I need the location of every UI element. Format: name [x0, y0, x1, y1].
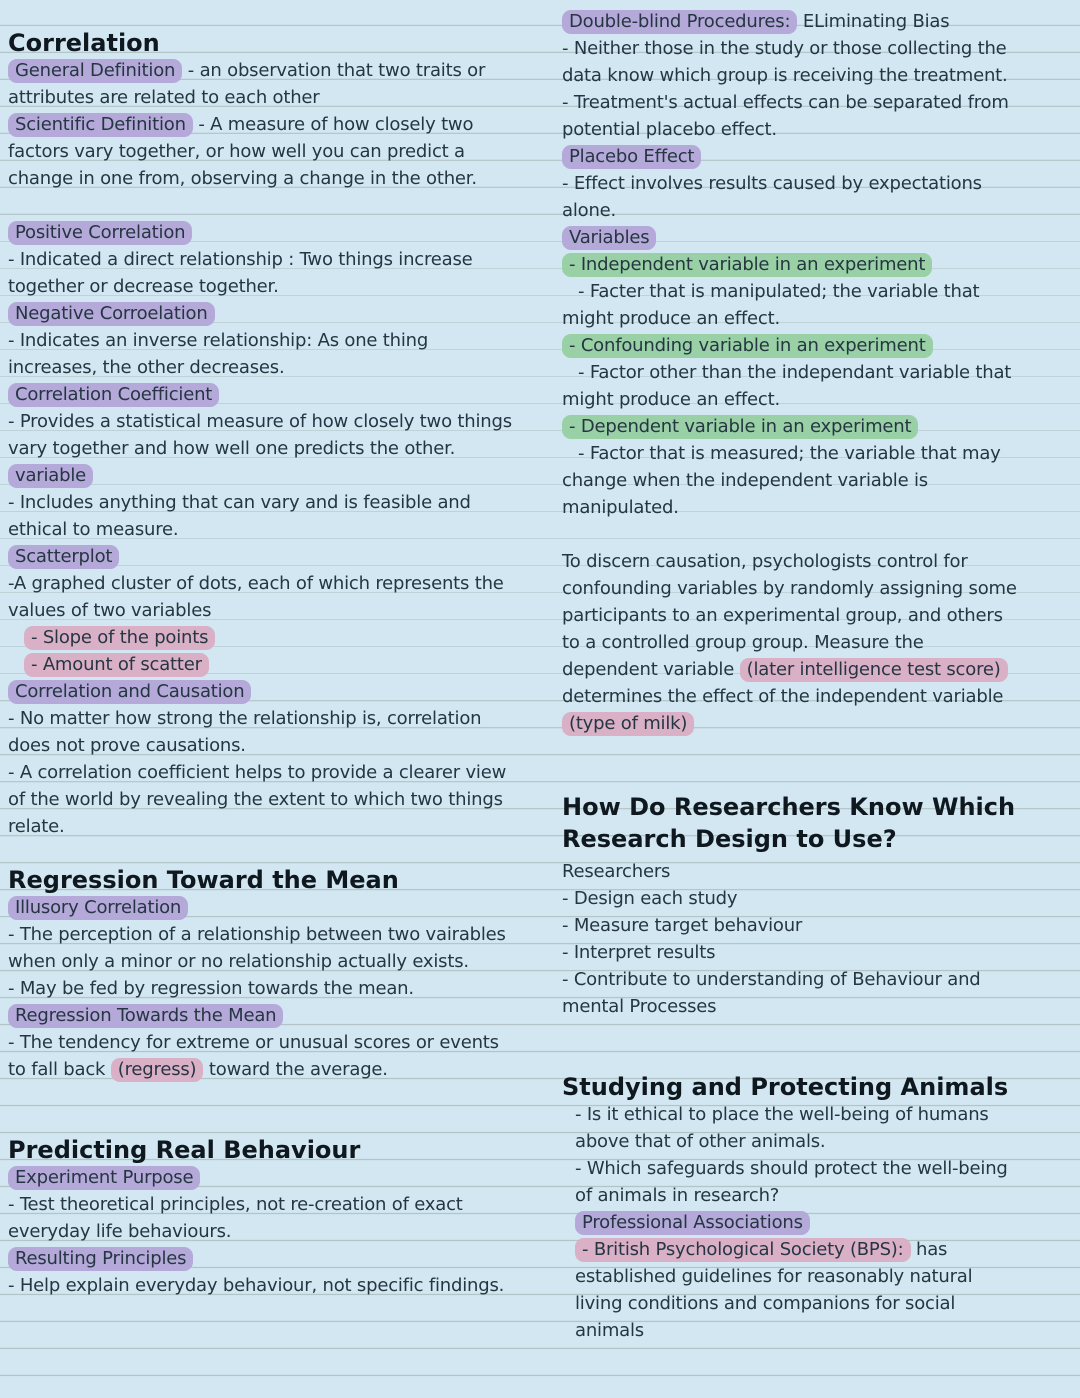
highlighted-term: Scientific Definition [8, 113, 193, 137]
note-line [8, 111, 516, 192]
note-line [562, 89, 1017, 143]
note-text: -A graphed cluster of dots, each of which represents the values of two variables [8, 573, 504, 621]
note-line [8, 1272, 516, 1299]
highlighted-term: variable [8, 464, 93, 488]
note-line [8, 381, 516, 408]
note-line [8, 300, 516, 327]
note-text: toward the average. [203, 1059, 388, 1080]
highlighted-term: Positive Correlation [8, 221, 192, 245]
highlighted-term: Negative Corroelation [8, 302, 215, 326]
highlighted-term: Placebo Effect [562, 145, 701, 169]
note-text: - Test theoretical principles, not re-creation of exact everyday life behaviours. [8, 1194, 463, 1242]
note-line [8, 57, 516, 111]
note-line [8, 678, 516, 705]
highlighted-term: Experiment Purpose [8, 1166, 200, 1190]
note-line [8, 624, 516, 651]
note-text: Researchers [562, 861, 671, 882]
note-line [562, 939, 1017, 966]
highlighted-term: Scatterplot [8, 545, 119, 569]
highlighted-term: Resulting Principles [8, 1247, 193, 1271]
note-line [8, 543, 516, 570]
note-line [8, 327, 516, 381]
highlighted-term: Professional Associations [575, 1211, 810, 1235]
note-text: - Provides a statistical measure of how closely two things vary together and how well one predicts the other. [8, 411, 512, 459]
note-line [562, 332, 1017, 359]
section-heading: How Do Researchers Know Which Research Design to Use? [562, 793, 1016, 853]
note-text: - an observation that two traits or attributes are related to each other [8, 60, 486, 108]
note-line [562, 224, 1017, 251]
note-line [562, 1155, 1017, 1209]
note-line [562, 359, 1017, 413]
note-text: determines the effect of the independent variable [562, 686, 1004, 707]
note-line [8, 219, 516, 246]
note-line [562, 885, 1017, 912]
note-text: - Indicates an inverse relationship: As one thing increases, the other decreases. [8, 330, 429, 378]
note-text: - May be fed by regression towards the mean. [8, 978, 414, 999]
note-text: - Interpret results [562, 942, 716, 963]
note-line [562, 278, 1017, 332]
note-text: - Indicated a direct relationship : Two things increase together or decrease together. [8, 249, 473, 297]
note-line [8, 1002, 516, 1029]
note-line [8, 246, 516, 300]
highlighted-term: - Amount of scatter [24, 653, 209, 677]
note-line [8, 570, 516, 624]
highlighted-term: General Definition [8, 59, 182, 83]
note-text: - Includes anything that can vary and is feasible and ethical to measure. [8, 492, 471, 540]
note-text: - Measure target behaviour [562, 915, 803, 936]
note-line [562, 1101, 1017, 1155]
note-line [8, 1191, 516, 1245]
highlighted-term: - Dependent variable in an experiment [562, 415, 918, 439]
note-text: - No matter how strong the relationship is, correlation does not prove causations. [8, 708, 482, 756]
note-text: - Facter that is manipulated; the variable that might produce an effect. [562, 281, 980, 329]
note-text: To discern causation, psychologists control for confounding variables by randomly assigning some participants to an experimental group, and others to a controlled group group. Measure the dependent variable [562, 551, 1017, 680]
section-heading: Correlation [8, 29, 160, 57]
note-line [562, 1236, 1017, 1344]
note-text: - Which safeguards should protect the well-being of animals in research? [575, 1158, 1008, 1206]
note-text: - A correlation coefficient helps to provide a clearer view of the world by revealing the extent to which two things relate. [8, 762, 507, 837]
spacer [8, 840, 516, 867]
note-line [8, 489, 516, 543]
note-line [562, 912, 1017, 939]
note-line [8, 651, 516, 678]
note-line [8, 408, 516, 462]
highlighted-term: Correlation Coefficient [8, 383, 219, 407]
notes-column-right [562, 8, 1017, 1344]
note-text: - The tendency for extreme or unusual scores or events to fall back [8, 1032, 499, 1080]
section-heading: Predicting Real Behaviour [8, 1136, 361, 1164]
highlighted-term: (later intelligence test score) [740, 658, 1008, 682]
highlighted-term: (regress) [111, 1058, 204, 1082]
highlighted-term: Illusory Correlation [8, 896, 188, 920]
note-line [562, 413, 1017, 440]
note-line [8, 462, 516, 489]
note-text: - A measure of how closely two factors vary together, or how well you can predict a change in one from, observing a change in the other. [8, 114, 477, 189]
highlighted-term: - Confounding variable in an experiment [562, 334, 933, 358]
note-line [8, 759, 516, 840]
note-text: - Contribute to understanding of Behaviour and mental Processes [562, 969, 981, 1017]
spacer [562, 1020, 1017, 1074]
note-line [8, 1164, 516, 1191]
note-line [8, 705, 516, 759]
note-text: has established guidelines for reasonably natural living conditions and companions for social animals [575, 1239, 973, 1341]
note-text: - Factor other than the independant variable that might produce an effect. [562, 362, 1012, 410]
note-line [562, 35, 1017, 89]
note-line [562, 858, 1017, 885]
note-line [562, 143, 1017, 170]
spacer [8, 192, 516, 219]
note-line [562, 170, 1017, 224]
note-line [8, 975, 516, 1002]
section-heading: Studying and Protecting Animals [562, 1073, 1009, 1101]
note-text: - Neither those in the study or those collecting the data know which group is receiving the treatment. [562, 38, 1008, 86]
note-line [8, 1245, 516, 1272]
note-text: - The perception of a relationship between two vairables when only a minor or no relationship actually exists. [8, 924, 506, 972]
note-line [8, 921, 516, 975]
highlighted-term: Variables [562, 226, 656, 250]
spacer [562, 521, 1017, 548]
note-line [562, 8, 1017, 35]
spacer [8, 1083, 516, 1137]
note-line [562, 966, 1017, 1020]
note-line [562, 251, 1017, 278]
note-text: - Design each study [562, 888, 738, 909]
note-line [8, 894, 516, 921]
section-heading: Regression Toward the Mean [8, 866, 399, 894]
note-line [562, 1209, 1017, 1236]
note-text: ELiminating Bias [797, 11, 950, 32]
note-line [8, 1029, 516, 1083]
spacer [562, 737, 1017, 791]
note-text: - Treatment's actual effects can be separated from potential placebo effect. [562, 92, 1009, 140]
notes-column-left [8, 30, 516, 1299]
highlighted-term: - Slope of the points [24, 626, 215, 650]
highlighted-term: Correlation and Causation [8, 680, 251, 704]
note-text: - Factor that is measured; the variable that may change when the independent variable is manipulated. [562, 443, 1001, 518]
note-line [562, 548, 1017, 737]
note-text: - Is it ethical to place the well-being of humans above that of other animals. [575, 1104, 989, 1152]
note-text: - Help explain everyday behaviour, not specific findings. [8, 1275, 505, 1296]
highlighted-term: (type of milk) [562, 712, 694, 736]
highlighted-term: Regression Towards the Mean [8, 1004, 283, 1028]
note-text: - Effect involves results caused by expectations alone. [562, 173, 982, 221]
note-line [562, 440, 1017, 521]
highlighted-term: - British Psychological Society (BPS): [575, 1238, 911, 1262]
highlighted-term: - Independent variable in an experiment [562, 253, 932, 277]
highlighted-term: Double-blind Procedures: [562, 10, 797, 34]
